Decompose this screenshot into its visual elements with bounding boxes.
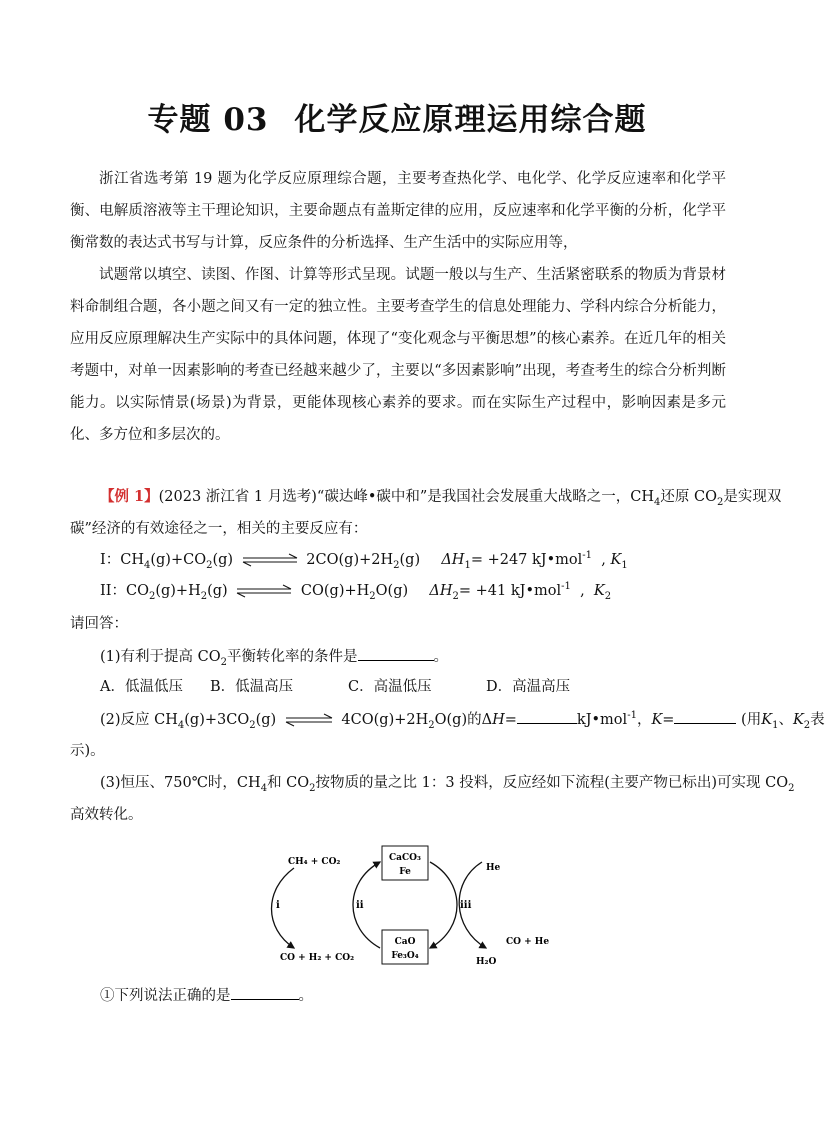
enthalpy-symbol: ΔH — [429, 583, 453, 599]
arrow-step-i — [272, 868, 295, 948]
question-1 — [100, 646, 448, 667]
label-step-i: i — [276, 900, 280, 911]
sup: -1 — [627, 710, 637, 722]
enthalpy-symbol: ΔH — [441, 552, 465, 568]
example-text-3: 是实现双 — [723, 489, 782, 505]
label-caco3: CaCO₃ — [389, 853, 421, 863]
arrow-step-iii-down — [430, 862, 457, 948]
sub: 2 — [717, 496, 724, 508]
answer-blank[interactable] — [231, 985, 299, 1000]
reaction-number: I： — [100, 552, 121, 568]
sup: -1 — [561, 581, 571, 593]
sub: 2 — [369, 590, 376, 602]
label-fe: Fe — [399, 867, 411, 877]
question-3: (3)恒压、750℃时，$CH_4$和 $CO_2$按物质的量之比 1：3 投料，反应经如下流程(主要产物已标出)可实现 $CO_2$ — [100, 775, 795, 794]
equilibrium-arrow-icon — [284, 714, 334, 726]
intro-paragraph-1: 浙江省选考第 19 题为化学反应原理综合题，主要考查热化学、电化学、化学反应速率和化学平衡、电解质溶液等主干理论知识，主要命题点有盖斯定律的应用，反应速率和化学平衡的分析，化学平衡常数的表达式书写与计算，反应条件的分析选择、生产生活中的实际应用等， — [70, 171, 726, 251]
reactant: CH — [120, 552, 144, 568]
label-fe3o4: Fe₃O₄ — [391, 951, 419, 961]
reactant: (g) — [212, 552, 234, 568]
q2-text: = — [504, 712, 517, 728]
q3-text: 和 CO — [267, 775, 310, 791]
sub: 2 — [393, 559, 400, 571]
example-label: 【例 1】 — [100, 488, 159, 505]
reactant: (g) — [207, 583, 228, 599]
q2-text: O(g)的Δ — [434, 712, 493, 728]
label-he: He — [486, 863, 501, 873]
option-a[interactable]: A．低温低压 — [100, 679, 183, 695]
q1-end: 。 — [433, 649, 449, 665]
label-cao: CaO — [394, 937, 416, 947]
example-text-4: 碳”经济的有效途径之一，相关的主要反应有： — [70, 521, 368, 537]
q2-text: 表 — [810, 712, 825, 728]
label-step-ii: ii — [356, 900, 364, 911]
q2-text: (g)+3CO — [184, 712, 250, 728]
q3-1-end: 。 — [298, 988, 313, 1004]
reactant: (g)+CO — [150, 552, 207, 568]
please-answer: 请回答： — [70, 616, 128, 632]
title-topic-number: 专题 03 — [147, 102, 269, 138]
example-source: (2023 浙江省 1 月选考) — [158, 489, 317, 505]
reaction-2: II：$CO_2(g)+H_2(g)$ $CO(g)+H_2O(g)$ $\Delta H_2= +41$ kJ•mol$^{-1}$ , $K_2$ — [100, 581, 612, 602]
product: O(g) — [375, 583, 409, 599]
option-b[interactable]: B．低温高压 — [210, 679, 294, 695]
sub: 2 — [803, 719, 811, 731]
label-co-h2-co2: CO + H₂ + CO₂ — [280, 953, 355, 963]
sub: 4 — [654, 496, 661, 508]
product: CO(g)+H — [300, 583, 370, 599]
product: (g) — [399, 552, 421, 568]
sub: 1 — [464, 559, 471, 571]
sub: 2 — [148, 590, 156, 602]
k-symbol: K — [593, 583, 605, 599]
q2-text: = — [662, 712, 675, 728]
example-intro-line-1 — [100, 487, 781, 507]
product: 2CO(g)+2H — [306, 552, 394, 568]
sup: -1 — [582, 550, 593, 562]
reaction-1: I：$CH_4(g)+CO_2(g)$ $2CO(g)+2H_2(g)$ $\Delta H_1= +247$ kJ•mol$^{-1}$ , $K_1$ — [100, 550, 628, 571]
q1-text: (1)有利于提高 CO — [100, 649, 221, 665]
reaction-flow-diagram — [272, 840, 552, 970]
sub: 1 — [621, 559, 628, 571]
q2-text: 4CO(g)+2H — [341, 712, 429, 728]
intro-paragraph-2: 试题常以填空、读图、作图、计算等形式呈现。试题一般以与生产、生活紧密联系的物质为背景材料命制组合题，各小题之间又有一定的独立性。主要考查学生的信息处理能力、学科内综合分析能力，应用反应原理解决生产实际中的具体问题，体现了“变化观念与平衡思想”的核心素养。在近几年的相关考题中，对单一因素影响的考查已经越来越少了，主要以“多因素影响”出现，考查考生的综合分析判断能力。以实际情景(场景)为背景，更能体现核心素养的要求。而在实际生产过程中，影响因素是多元化、多方位和多层次的。 — [70, 267, 726, 443]
equilibrium-arrow-icon — [235, 585, 293, 597]
question-3-1 — [100, 985, 313, 1006]
label-h2o: H₂O — [476, 957, 497, 967]
option-c[interactable]: C．高温低压 — [348, 679, 432, 695]
q2-text: (用 — [741, 712, 762, 728]
k-symbol: K — [792, 712, 804, 728]
k-symbol: K — [651, 712, 663, 728]
sub: 2 — [452, 590, 459, 602]
enthalpy-value: = +41 kJ•mol — [458, 583, 562, 599]
q2-unit: kJ•mol — [576, 712, 628, 728]
reactant: (g)+H — [155, 583, 201, 599]
k-symbol: K — [610, 552, 622, 568]
q3-1-text: ①下列说法正确的是 — [100, 988, 231, 1004]
page-title — [0, 94, 794, 139]
enthalpy-value: = +247 kJ•mol — [470, 552, 583, 568]
q2-text: 、 — [778, 712, 793, 728]
example-text-1: “碳达峰•碳中和”是我国社会发展重大战略之一，CH — [316, 489, 655, 505]
reactant: CO — [125, 583, 149, 599]
sub: 2 — [206, 559, 213, 571]
sub: 2 — [220, 656, 228, 668]
label-ch4-co2: CH₄ + CO₂ — [288, 857, 341, 867]
question-2-line-2: 示)。 — [70, 743, 105, 759]
question-3-line-2: 高效转化。 — [70, 807, 143, 823]
sub: 4 — [143, 559, 151, 571]
example-intro-line-2 — [70, 519, 367, 539]
label-step-iii: iii — [460, 900, 472, 911]
answer-blank[interactable] — [517, 709, 577, 724]
q3-text: (3)恒压、750℃时，CH — [100, 775, 261, 791]
q3-text: 按物质的量之比 1：3 投料，反应经如下流程(主要产物已标出)可实现 CO — [315, 775, 789, 791]
h-symbol: H — [492, 712, 505, 728]
k-symbol: K — [761, 712, 773, 728]
equilibrium-arrow-icon — [241, 554, 299, 566]
q2-text: (2)反应 CH — [100, 712, 178, 728]
reaction-number: II： — [100, 583, 126, 599]
sub: 1 — [772, 719, 779, 731]
sub: 2 — [200, 590, 208, 602]
q2-text: (g) — [255, 712, 277, 728]
example-text-2: 还原 CO — [660, 489, 718, 505]
answer-blank[interactable] — [358, 646, 434, 661]
q1-text-2: 平衡转化率的条件是 — [227, 649, 358, 665]
question-2: (2)反应 $CH_4(g)+3CO_2(g)$ $4CO(g)+2H_2O(g)$的ΔH= kJ•mol$^{-1}$，K= (用$K_1$、$K_2$表 — [100, 710, 825, 731]
title-topic-name: 化学反应原理运用综合题 — [294, 102, 647, 138]
answer-blank[interactable] — [674, 709, 736, 724]
label-co-he: CO + He — [506, 937, 550, 947]
sub: 2 — [604, 590, 612, 602]
option-d[interactable]: D．高温高压 — [486, 679, 571, 695]
